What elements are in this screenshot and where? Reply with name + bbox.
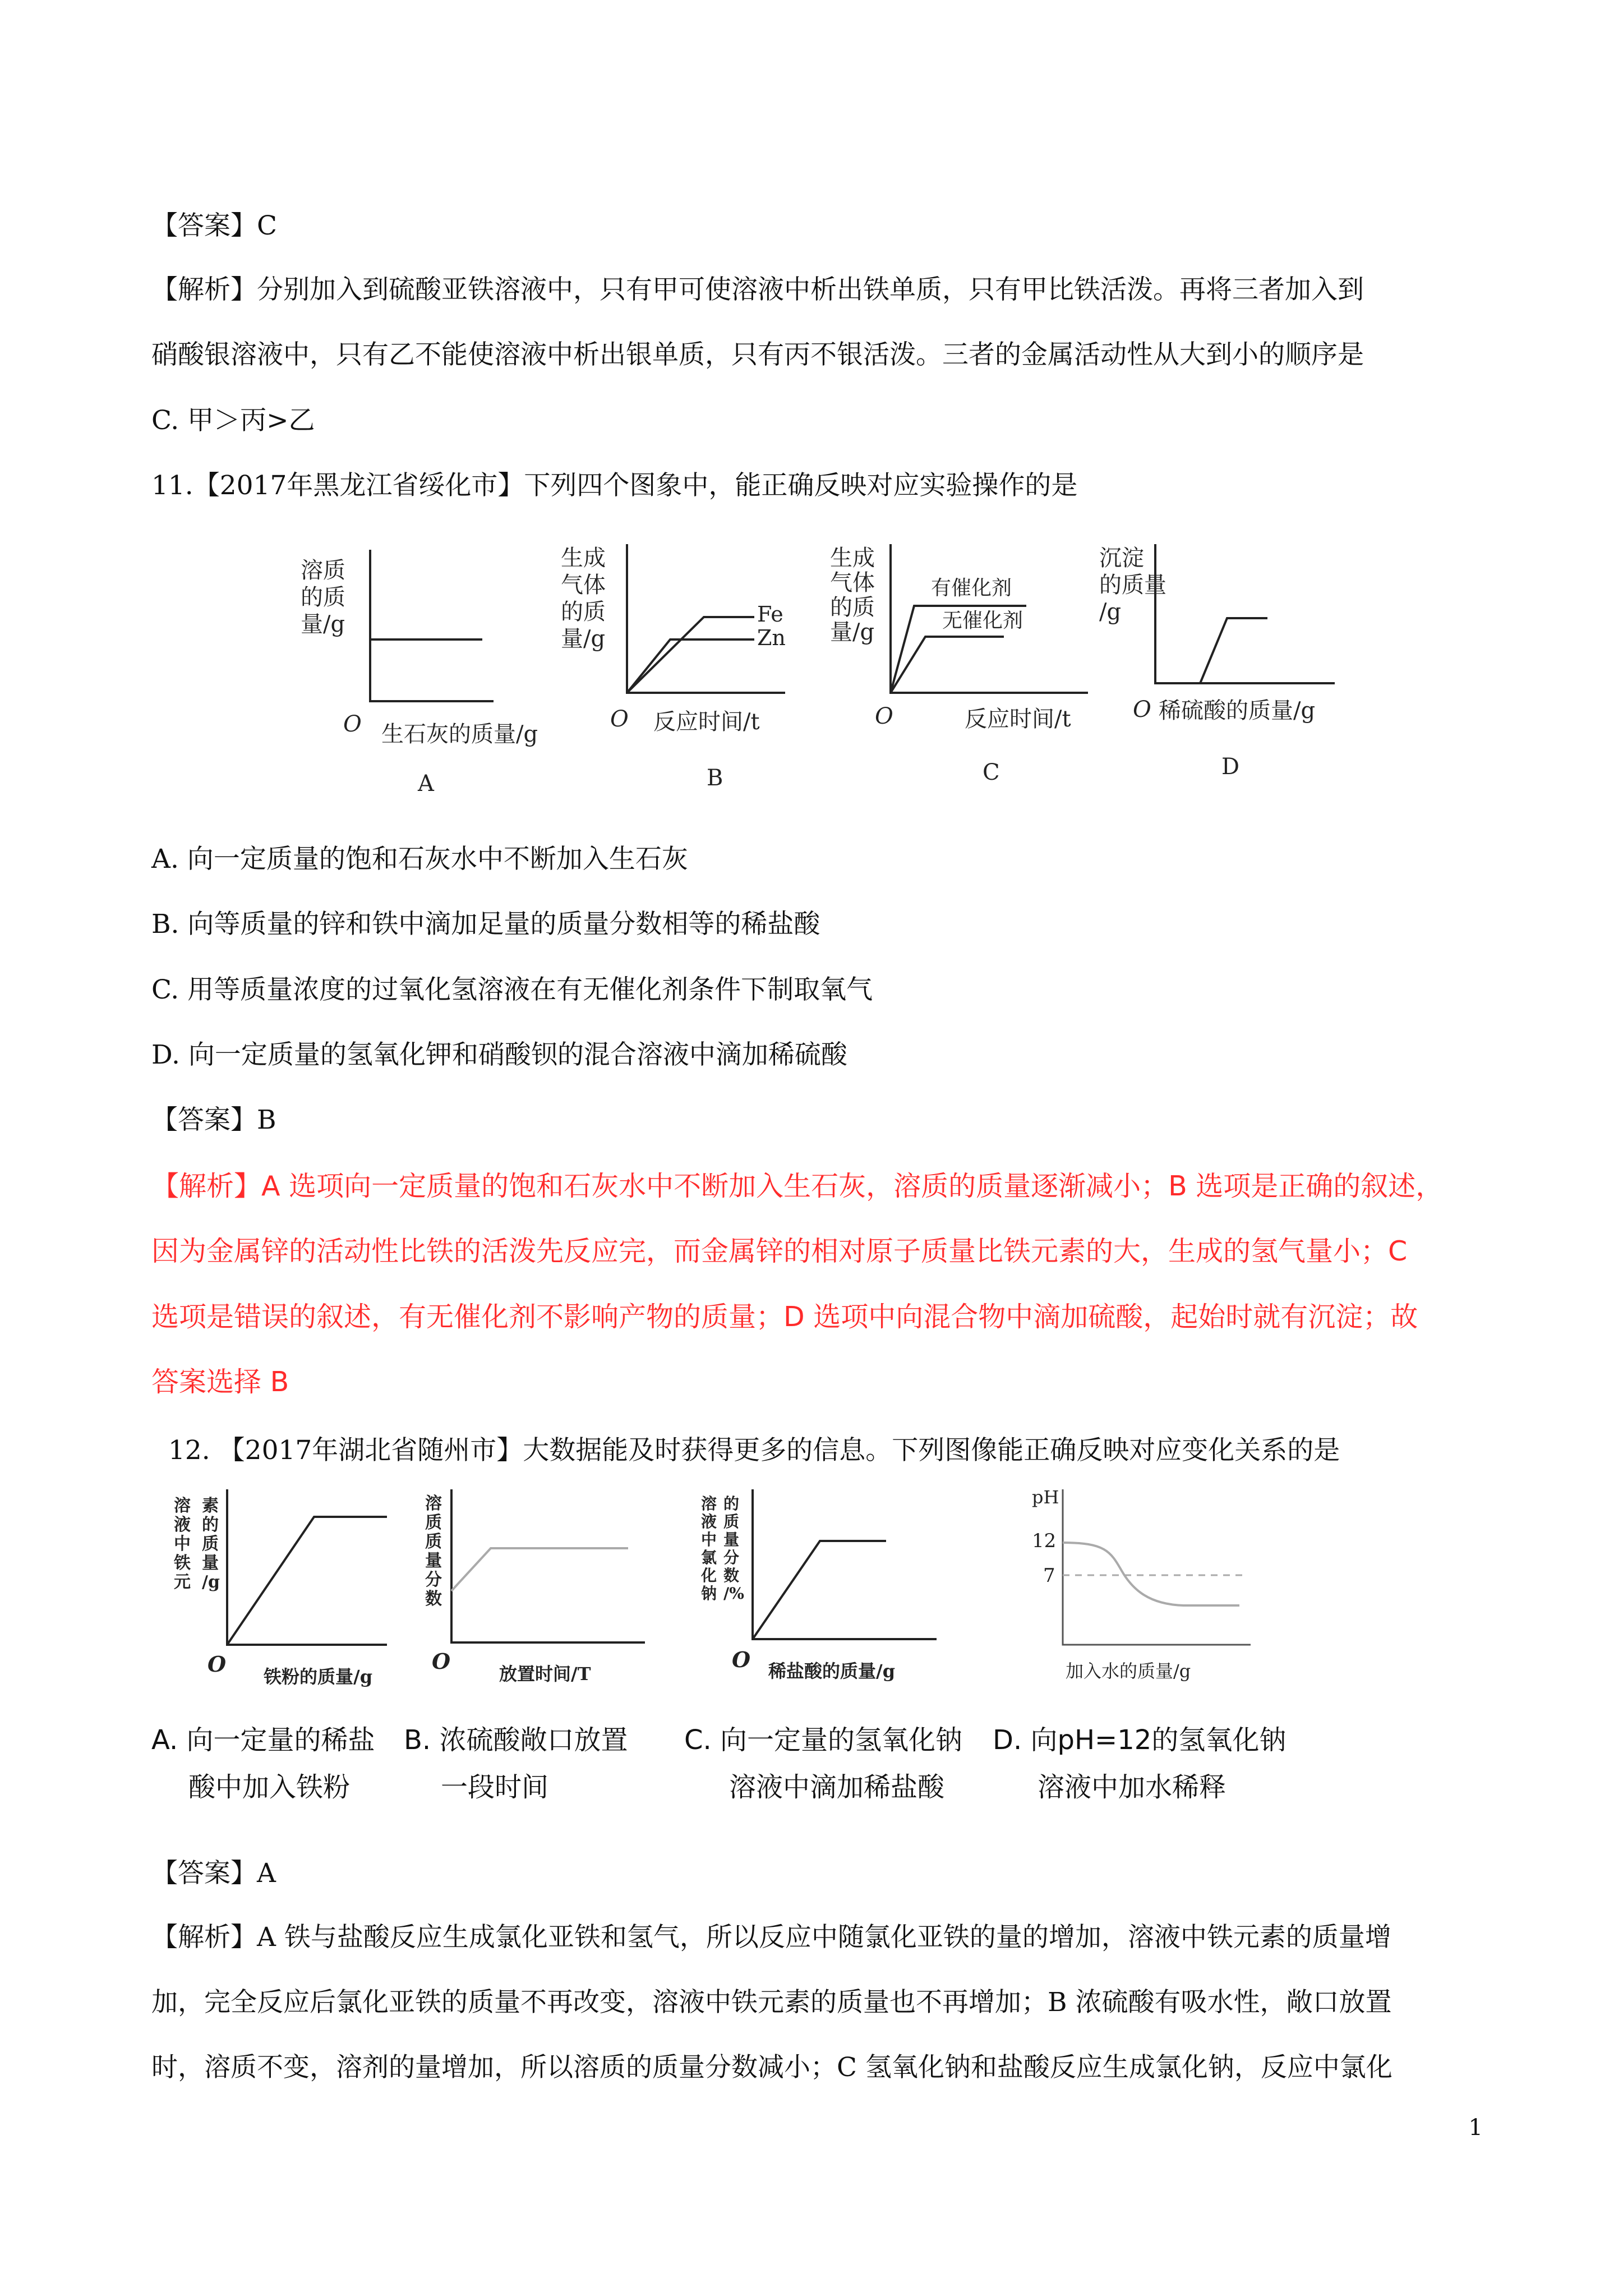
- figure-letter: C: [983, 760, 1000, 785]
- x-axis-label: 生石灰的质量/g: [381, 721, 538, 747]
- series-line-zn: [627, 639, 754, 693]
- axis-label-char: 中: [701, 1530, 717, 1549]
- analysis-line: 时，溶质不变，溶剂的量增加，所以溶质的质量分数减小；C 氢氧化钠和盐酸反应生成氯化钠，反应中氯化: [151, 2052, 1393, 2083]
- axis-label-char: 的: [202, 1515, 219, 1535]
- axis-label-char: 分: [425, 1570, 442, 1590]
- q12-graph-b: [425, 1489, 645, 1685]
- analysis-line: 因为金属锌的活动性比铁的活泼先反应完，而金属锌的相对原子质量比铁元素的大，生成的氢气量小；C: [151, 1235, 1408, 1267]
- axes: [1063, 1489, 1251, 1645]
- option-d: D. 向一定质量的氢氧化钾和硝酸钡的混合溶液中滴加稀硫酸: [151, 1039, 847, 1070]
- series-line-fe: [627, 617, 754, 693]
- option-line: 溶液中滴加稀盐酸: [729, 1772, 945, 1803]
- axis-label-char: 质: [202, 1534, 219, 1554]
- q12-graph-c: [700, 1489, 937, 1682]
- q12-graph-d: [1032, 1487, 1251, 1682]
- axis-label-char: 元: [174, 1572, 191, 1592]
- axis-label-char: 液: [701, 1512, 717, 1531]
- axis-label-line: 的质: [561, 599, 606, 625]
- axis-label-char: 数: [425, 1589, 442, 1609]
- x-axis-label: 稀硫酸的质量/g: [1159, 698, 1316, 724]
- option-line: 溶液中加水稀释: [1038, 1772, 1227, 1803]
- analysis-line: 加，完全反应后氯化亚铁的质量不再改变，溶液中铁元素的质量也不再增加；B 浓硫酸有吸水性，敞口放置: [151, 1987, 1392, 2018]
- axis-label-line: 气体: [561, 572, 606, 598]
- analysis-line: 【解析】A 铁与盐酸反应生成氯化亚铁和氢气，所以反应中随氯化亚铁的量的增加，溶液中铁元素的质量增: [151, 1922, 1391, 1953]
- option-line: B. 浓硫酸敞口放置: [404, 1724, 628, 1756]
- tick-label-7: 7: [1043, 1565, 1055, 1587]
- option-c: C. 用等质量浓度的过氧化氢溶液在有无催化剂条件下制取氧气: [151, 974, 873, 1005]
- origin-label: O: [875, 703, 893, 729]
- series-label-catalyst: 有催化剂: [931, 577, 1012, 600]
- question-12-title: 12. 【2017年湖北省随州市】大数据能及时获得更多的信息。下列图像能正确反映对应变化关系的是: [168, 1435, 1340, 1466]
- axis-label-char: 液: [174, 1515, 191, 1535]
- option-line: C. 向一定量的氢氧化钠: [684, 1724, 963, 1756]
- figure-letter: D: [1221, 754, 1240, 780]
- axis-label-char: 质: [723, 1512, 740, 1531]
- axis-label-line: 的质: [301, 585, 345, 610]
- axis-label-char: 溶: [174, 1496, 191, 1516]
- option-line: 酸中加入铁粉: [188, 1772, 351, 1803]
- axis-label-line: 量/g: [301, 611, 345, 637]
- q12-option-a: [151, 1717, 375, 1811]
- answer-line: 【答案】C: [151, 210, 277, 241]
- axis-label-char: 化: [701, 1566, 717, 1585]
- origin-label: O: [208, 1651, 227, 1677]
- axis-label-line: 生成: [561, 545, 606, 571]
- axis-label-char: 氯: [701, 1548, 717, 1567]
- axis-label-char: /%: [723, 1584, 744, 1603]
- figure-letter: A: [418, 771, 434, 797]
- series-label-fe: Fe: [757, 602, 783, 627]
- axis-label-char: 分: [723, 1548, 740, 1567]
- origin-label: O: [610, 706, 629, 732]
- q12-figure-strip: [151, 1487, 1273, 1694]
- option-line: D. 向pH=12的氢氧化钠: [993, 1724, 1287, 1756]
- axes: [370, 550, 494, 701]
- x-axis-label: 铁粉的质量/g: [264, 1666, 373, 1687]
- axis-label-line: /g: [1099, 599, 1122, 625]
- axes: [227, 1489, 387, 1645]
- axis-label-line: 量/g: [830, 619, 875, 645]
- analysis-line: 硝酸银溶液中，只有乙不能使溶液中析出银单质，只有丙不银活泼。三者的金属活动性从大到小的顺序是: [151, 339, 1364, 370]
- axis-label-char: 量: [723, 1530, 740, 1549]
- q12-option-b: [404, 1717, 628, 1811]
- axis-label-char: 数: [723, 1566, 740, 1585]
- q12-graph-a: [173, 1489, 387, 1687]
- question-11-title: 11.【2017年黑龙江省绥化市】下列四个图象中，能正确反映对应实验操作的是: [151, 470, 1078, 501]
- series-line-no-catalyst: [891, 637, 1004, 693]
- origin-label: O: [343, 711, 362, 737]
- tick-label-12: 12: [1032, 1530, 1057, 1552]
- axis-label-char: 溶: [425, 1494, 442, 1513]
- option-b: B. 向等质量的锌和铁中滴加足量的质量分数相等的稀盐酸: [151, 909, 820, 940]
- axis-label-char: 中: [174, 1534, 191, 1554]
- series-line: [1155, 618, 1267, 683]
- q11-graph-c: [830, 544, 1088, 785]
- analysis-line: C. 甲＞丙>乙: [151, 405, 315, 436]
- axes: [451, 1489, 645, 1642]
- answer-line: 【答案】A: [151, 1858, 276, 1889]
- analysis-line: 【解析】A 选项向一定质量的饱和石灰水中不断加入生石灰，溶质的质量逐渐减小；B 选项是正确的叙述，: [151, 1170, 1444, 1202]
- axes: [753, 1489, 937, 1639]
- x-axis-label: 反应时间/t: [653, 709, 760, 735]
- axis-label-char: 量: [202, 1553, 219, 1573]
- q11-figure-strip: [269, 539, 1368, 802]
- q12-option-c: [684, 1717, 962, 1811]
- axes: [1155, 544, 1335, 683]
- axis-label-line: 气体: [830, 570, 875, 596]
- axis-label-line: 的质量: [1099, 572, 1166, 598]
- series-line: [753, 1541, 886, 1639]
- series-label-zn: Zn: [757, 625, 786, 650]
- q12-option-d: [993, 1717, 1286, 1811]
- axis-label-char: 钠: [701, 1584, 717, 1603]
- series-line: [1063, 1543, 1239, 1605]
- origin-label: O: [732, 1647, 751, 1672]
- x-axis-label: 加入水的质量/g: [1066, 1660, 1191, 1682]
- x-axis-label: 反应时间/t: [965, 706, 1071, 732]
- series-line: [227, 1517, 387, 1645]
- series-label-no-catalyst: 无催化剂: [942, 609, 1023, 632]
- axis-label-char: 量: [425, 1551, 442, 1571]
- axis-label-line: 生成: [830, 545, 875, 571]
- axis-label-char: 溶: [701, 1494, 717, 1513]
- option-a: A. 向一定质量的饱和石灰水中不断加入生石灰: [151, 844, 688, 875]
- axis-label-char: 的: [723, 1494, 740, 1513]
- axis-label-line: 溶质: [301, 558, 345, 583]
- axis-label-line: 的质: [830, 595, 875, 620]
- axis-label-char: 质: [425, 1532, 442, 1552]
- axis-label-char: 素: [202, 1496, 219, 1516]
- q11-graph-a: [301, 550, 538, 797]
- option-line: A. 向一定量的稀盐: [151, 1724, 375, 1756]
- axis-label: pH: [1032, 1487, 1059, 1508]
- x-axis-label: 稀盐酸的质量/g: [768, 1660, 896, 1682]
- axis-label-line: 量/g: [561, 626, 606, 652]
- axis-label-char: 质: [425, 1513, 442, 1533]
- figure-letter: B: [707, 765, 723, 791]
- analysis-line: 选项是错误的叙述，有无催化剂不影响产物的质量；D 选项中向混合物中滴加硫酸，起始时就有沉淀；故: [151, 1301, 1418, 1333]
- q11-graph-b: [561, 544, 786, 791]
- option-line: 一段时间: [441, 1772, 549, 1803]
- axis-label-char: 铁: [174, 1553, 191, 1573]
- answer-line: 【答案】B: [151, 1105, 276, 1135]
- x-axis-label: 放置时间/T: [499, 1663, 591, 1685]
- series-line: [451, 1548, 628, 1591]
- analysis-line: 【解析】分别加入到硫酸亚铁溶液中，只有甲可使溶液中析出铁单质，只有甲比铁活泼。再将三者加入到: [151, 274, 1364, 305]
- origin-label: O: [432, 1649, 451, 1674]
- axis-label-char: /g: [202, 1572, 220, 1592]
- origin-label: O: [1133, 697, 1151, 723]
- q11-graph-d: [1099, 544, 1335, 780]
- analysis-line: 答案选择 B: [151, 1366, 289, 1398]
- axis-label-line: 沉淀: [1099, 545, 1144, 571]
- page-number: 1: [1468, 2115, 1483, 2141]
